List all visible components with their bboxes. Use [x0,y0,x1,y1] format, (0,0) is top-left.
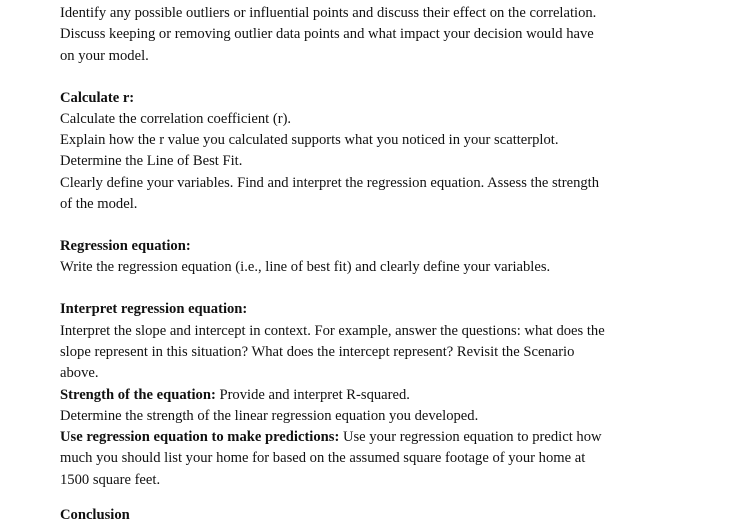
interpret-regression-line-3: above. [60,365,99,382]
regression-equation-heading: Regression equation: [60,238,191,255]
predictions-text: Use your regression equation to predict how [339,429,602,446]
strength-line-1 [60,385,670,406]
predictions-label: Use regression equation to make predictions: [60,429,340,446]
predictions-line-1 [60,427,670,448]
calculate-r-line-1: Calculate the correlation coefficient (r). [60,110,292,127]
strength-line-2: Determine the strength of the linear regression equation you developed. [60,407,479,424]
calculate-r-line-2: Explain how the r value you calculated supports what you noticed in your scatterplot. [60,132,559,149]
predictions-line-3: 1500 square feet. [60,471,161,488]
document-body [60,3,670,491]
calculate-r-line-3: Determine the Line of Best Fit. [60,153,243,170]
strength-label: Strength of the equation: [60,386,216,403]
outliers-line-3: on your model. [60,47,149,64]
predictions-line-2: much you should list your home for based on the assumed square footage of your home at [60,450,586,467]
calculate-r-line-4: Clearly define your variables. Find and interpret the regression equation. Assess the strength [60,174,600,191]
interpret-regression-line-2: slope represent in this situation? What does the intercept represent? Revisit the Scenario [60,343,575,360]
interpret-regression-line-1: Interpret the slope and intercept in context. For example, answer the questions: what does the [60,322,605,339]
section-gap [60,67,670,88]
regression-equation-line-1: Write the regression equation (i.e., line of best fit) and clearly define your variables. [60,259,551,276]
outliers-line-1: Identify any possible outliers or influential points and discuss their effect on the correlation. [60,5,597,21]
conclusion-heading-partial: Conclusion [60,507,130,523]
section-gap [60,279,670,300]
interpret-regression-heading: Interpret regression equation: [60,301,248,318]
calculate-r-heading: Calculate r: [60,89,135,106]
section-gap [60,215,670,236]
strength-text: Provide and interpret R-squared. [215,386,410,403]
outliers-line-2: Discuss keeping or removing outlier data points and what impact your decision would have [60,26,594,43]
calculate-r-line-5: of the model. [60,196,138,213]
